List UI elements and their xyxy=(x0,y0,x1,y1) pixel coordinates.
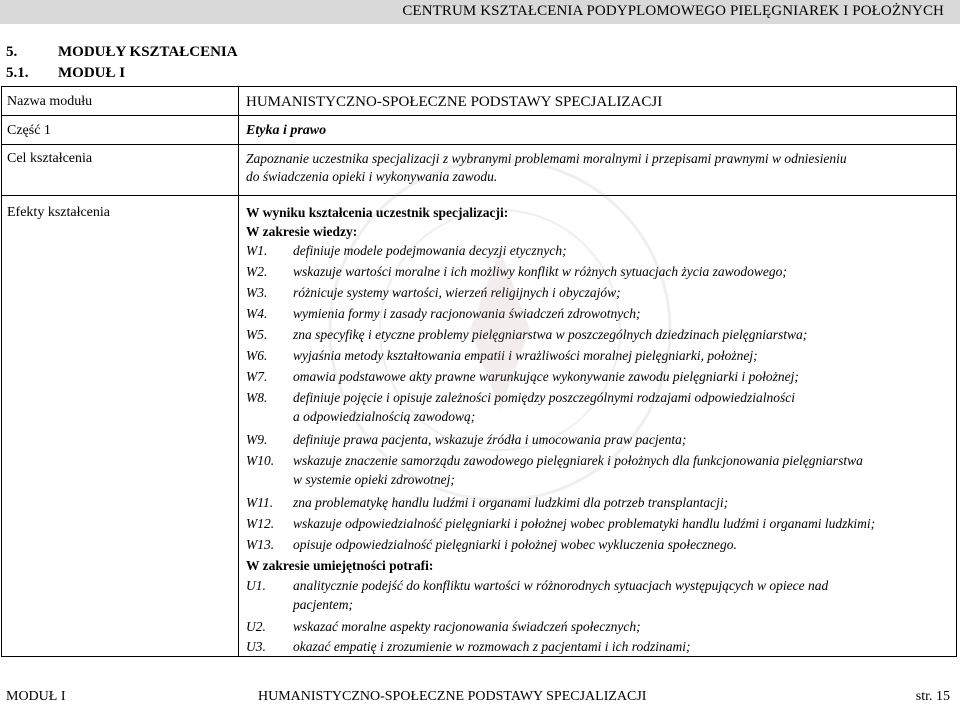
outcome-text: wskazuje wartości moralne i ich możliwy konflikt w różnych sytuacjach życia zawodowego; xyxy=(293,264,787,279)
outcome-item xyxy=(246,452,948,470)
outcome-item xyxy=(246,536,948,554)
outcome-text: zna problematykę handlu ludźmi i organami ludzkimi dla potrzeb transplantacji; xyxy=(293,495,729,510)
outcome-text: w systemie opieki zdrowotnej; xyxy=(293,472,455,487)
outcome-text: zna specyfikę i etyczne problemy pielęgniarstwa w poszczególnych dziedzinach pielęgniarstwa; xyxy=(293,327,808,342)
outcome-item xyxy=(246,618,948,636)
skills-heading: W zakresie umiejętności potrafi: xyxy=(246,558,434,573)
outcome-code: W9. xyxy=(246,432,268,447)
page-header xyxy=(0,0,960,24)
footer-module: MODUŁ I xyxy=(6,689,66,704)
section-number: 5. xyxy=(6,44,18,60)
outcome-code: W12. xyxy=(246,516,275,531)
outcome-item-continuation xyxy=(246,408,948,426)
outcome-code: W10. xyxy=(246,453,275,468)
outcomes-content xyxy=(246,204,948,654)
institution-name: CENTRUM KSZTAŁCENIA PODYPLOMOWEGO PIELĘGNIAREK I POŁOŻNYCH xyxy=(402,3,944,19)
outcome-text: pacjentem; xyxy=(293,597,353,612)
outcome-text: wskazać moralne aspekty racjonowania świadczeń społecznych; xyxy=(293,619,641,634)
outcome-code: W1. xyxy=(246,243,268,258)
label-part: Część 1 xyxy=(7,123,51,138)
outcome-item xyxy=(246,305,948,323)
outcome-item-continuation xyxy=(246,471,948,489)
outcome-text: analitycznie podejść do konfliktu wartości w różnorodnych sytuacjach występujących w opiece nad xyxy=(293,578,829,593)
outcome-text: wskazuje odpowiedzialność pielęgniarki i położnej wobec problematyki handlu ludźmi i organami ludzkimi; xyxy=(293,516,876,531)
row-divider xyxy=(2,115,956,116)
outcome-text: opisuje odpowiedzialność pielęgniarki i położnej wobec wykluczenia społecznego. xyxy=(293,537,737,552)
outcome-text: wyjaśnia metody kształtowania empatii i wrażliwości moralnej pielęgniarki, położnej; xyxy=(293,348,758,363)
outcome-text: definiuje pojęcie i opisuje zależności pomiędzy poszczególnymi rodzajami odpowiedzialności xyxy=(293,390,795,405)
outcome-text: a odpowiedzialnością zawodową; xyxy=(293,409,476,424)
outcome-text: różnicuje systemy wartości, wierzeń religijnych i obyczajów; xyxy=(293,285,621,300)
knowledge-heading: W zakresie wiedzy: xyxy=(246,224,358,239)
module-table xyxy=(1,86,957,657)
outcome-code: W8. xyxy=(246,390,268,405)
label-module-name: Nazwa modułu xyxy=(7,94,93,109)
outcome-text: omawia podstawowe akty prawne warunkujące wykonywanie zawodu pielęgniarki i położnej; xyxy=(293,369,799,384)
outcome-text: wskazuje znaczenie samorządu zawodowego pielęgniarek i położnych dla funkcjonowania pielęgniarstwa xyxy=(293,453,863,468)
outcome-item xyxy=(246,242,948,260)
goal-line: do świadczenia opieki i wykonywania zawodu. xyxy=(246,169,498,184)
label-goal: Cel kształcenia xyxy=(7,151,93,166)
outcome-code: U1. xyxy=(246,578,266,593)
column-divider xyxy=(238,87,239,656)
outcome-text: definiuje modele podejmowania decyzji etycznych; xyxy=(293,243,567,258)
row-divider xyxy=(2,144,956,145)
outcome-code: W2. xyxy=(246,264,268,279)
part-name-value: Etyka i prawo xyxy=(246,123,327,138)
outcome-item xyxy=(246,515,948,533)
outcome-item xyxy=(246,347,948,365)
outcome-code: W5. xyxy=(246,327,268,342)
outcome-code: W13. xyxy=(246,537,275,552)
outcome-code: W7. xyxy=(246,369,268,384)
subsection-number: 5.1. xyxy=(6,65,29,81)
section-heading xyxy=(6,42,238,62)
outcome-item-continuation xyxy=(246,596,948,614)
outcome-item xyxy=(246,431,948,449)
outcome-item xyxy=(246,263,948,281)
subsection-heading xyxy=(6,63,125,83)
outcome-item xyxy=(246,638,948,656)
module-name-value: HUMANISTYCZNO-SPOŁECZNE PODSTAWY SPECJALIZACJI xyxy=(246,94,663,110)
row-divider xyxy=(2,195,956,196)
outcome-item xyxy=(246,284,948,302)
outcomes-intro: W wyniku kształcenia uczestnik specjalizacji: xyxy=(246,205,509,220)
page-footer xyxy=(0,688,960,705)
outcome-text: definiuje prawa pacjenta, wskazuje źródła i umocowania praw pacjenta; xyxy=(293,432,687,447)
outcome-code: U3. xyxy=(246,639,266,654)
subsection-title: MODUŁ I xyxy=(58,65,126,81)
goal-line: Zapoznanie uczestnika specjalizacji z wybranymi problemami moralnymi i przepisami prawnymi w odniesieniu xyxy=(246,151,847,166)
page-number: str. 15 xyxy=(915,689,950,704)
outcome-code: W4. xyxy=(246,306,268,321)
outcome-item xyxy=(246,326,948,344)
outcome-code: U2. xyxy=(246,619,266,634)
section-title: MODUŁY KSZTAŁCENIA xyxy=(58,44,238,60)
outcome-item xyxy=(246,577,948,595)
outcome-code: W6. xyxy=(246,348,268,363)
outcome-item xyxy=(246,494,948,512)
outcome-item xyxy=(246,368,948,386)
outcome-code: W3. xyxy=(246,285,268,300)
outcome-text: okazać empatię i zrozumienie w rozmowach z pacjentami i ich rodzinami; xyxy=(293,639,691,654)
footer-title: HUMANISTYCZNO-SPOŁECZNE PODSTAWY SPECJALIZACJI xyxy=(258,689,647,704)
outcome-item xyxy=(246,389,948,407)
outcome-text: wymienia formy i zasady racjonowania świadczeń zdrowotnych; xyxy=(293,306,641,321)
outcome-code: W11. xyxy=(246,495,274,510)
goal-text xyxy=(246,150,948,186)
label-outcomes: Efekty kształcenia xyxy=(7,205,111,220)
